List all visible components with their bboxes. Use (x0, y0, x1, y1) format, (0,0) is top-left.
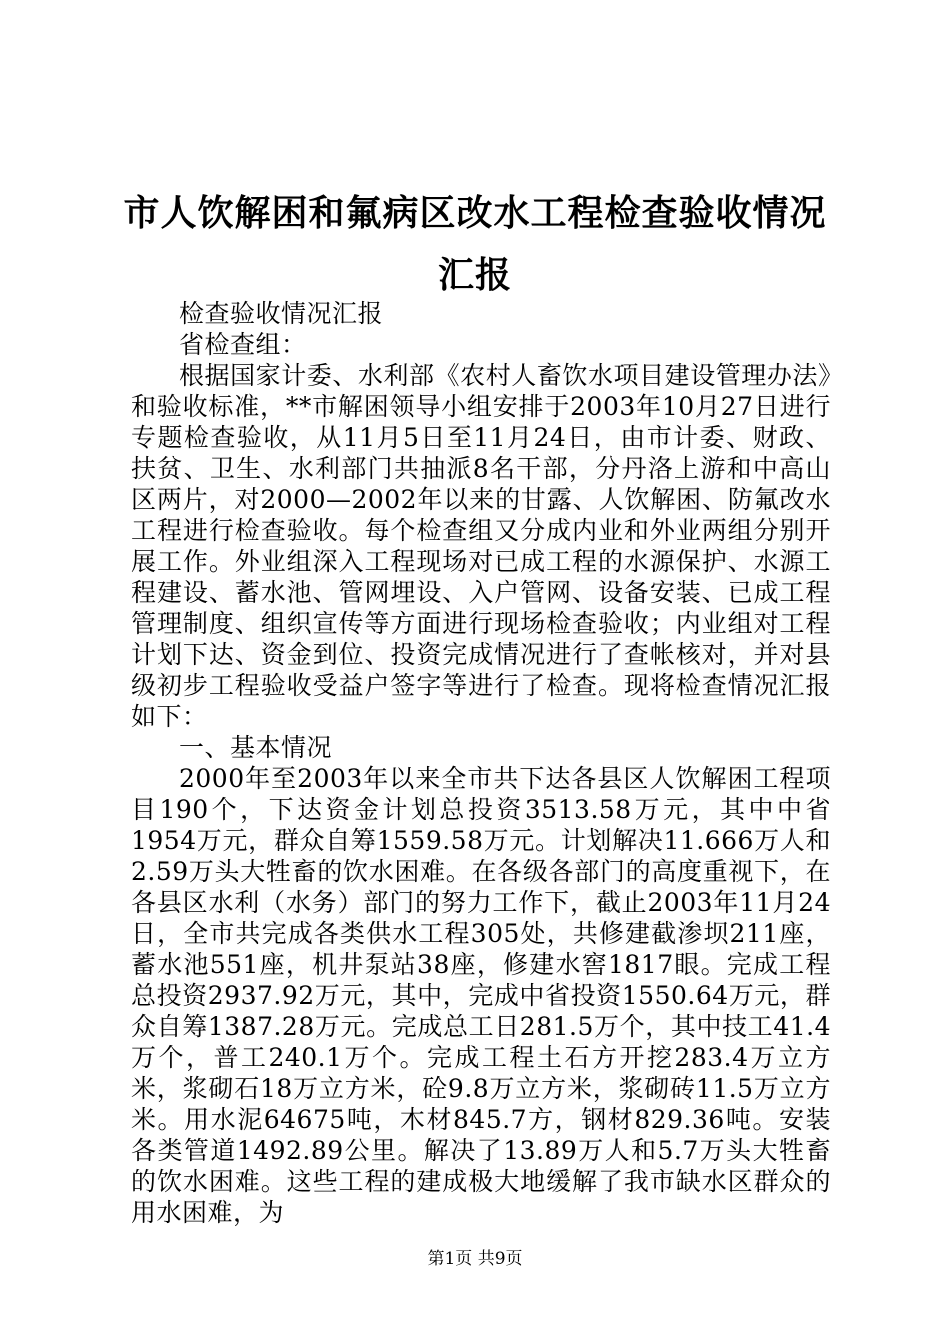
paragraph-intro: 根据国家计委、水利部《农村人畜饮水项目建设管理办法》和验收标准，**市解困领导小组安排于2003年10月27日进行专题检查验收，从11月5日至11月24日，由市计委、财政、扶贫、卫生、水利部门共抽派8名干部，分丹洛上游和中高山区两片，对2000—2002年以来的甘露、人饮解困、防氟改水工程进行检查验收。每个检查组又分成内业和外业两组分别开展工作。外业组深入工程现场对已成工程的水源保护、水源工程建设、蓄水池、管网埋设、入户管网、设备安装、已成工程管理制度、组织宣传等方面进行现场检查验收；内业组对工程计划下达、资金到位、投资完成情况进行了查帐核对，并对县级初步工程验收受益户签字等进行了检查。现将检查情况汇报如下： (131, 361, 831, 731)
salutation: 省检查组： (179, 330, 307, 359)
page-number: 第1页 共9页 (427, 1249, 523, 1269)
document-body (131, 298, 831, 1228)
report-subtitle: 检查验收情况汇报 (179, 299, 384, 328)
section-heading-basic: 一、基本情况 (179, 733, 333, 762)
paragraph-basic-situation: 2000年至2003年以来全市共下达各县区人饮解困工程项目190个，下达资金计划总投资3513.58万元，其中中省1954万元，群众自筹1559.58万元。计划解决11.666万人和2.59万头大牲畜的饮水困难。在各级各部门的高度重视下，在各县区水利（水务）部门的努力工作下，截止2003年11月24日，全市共完成各类供水工程305处，共修建截渗坝211座，蓄水池551座，机井泵站38座，修建水窖1817眼。完成工程总投资2937.92万元，其中，完成中省投资1550.64万元，群众自筹1387.28万元。完成总工日281.5万个，其中技工41.4万个，普工240.1万个。完成工程土石方开挖283.4万立方米，浆砌石18万立方米，砼9.8万立方米，浆砌砖11.5万立方米。用水泥64675吨，木材845.7方，钢材829.36吨。安装各类管道1492.89公里。解决了13.89万人和5.7万头大牲畜的饮水困难。这些工程的建成极大地缓解了我市缺水区群众的用水困难，为 (131, 764, 831, 1227)
document-title: 市人饮解困和氟病区改水工程检查验收情况汇报 (123, 192, 827, 296)
